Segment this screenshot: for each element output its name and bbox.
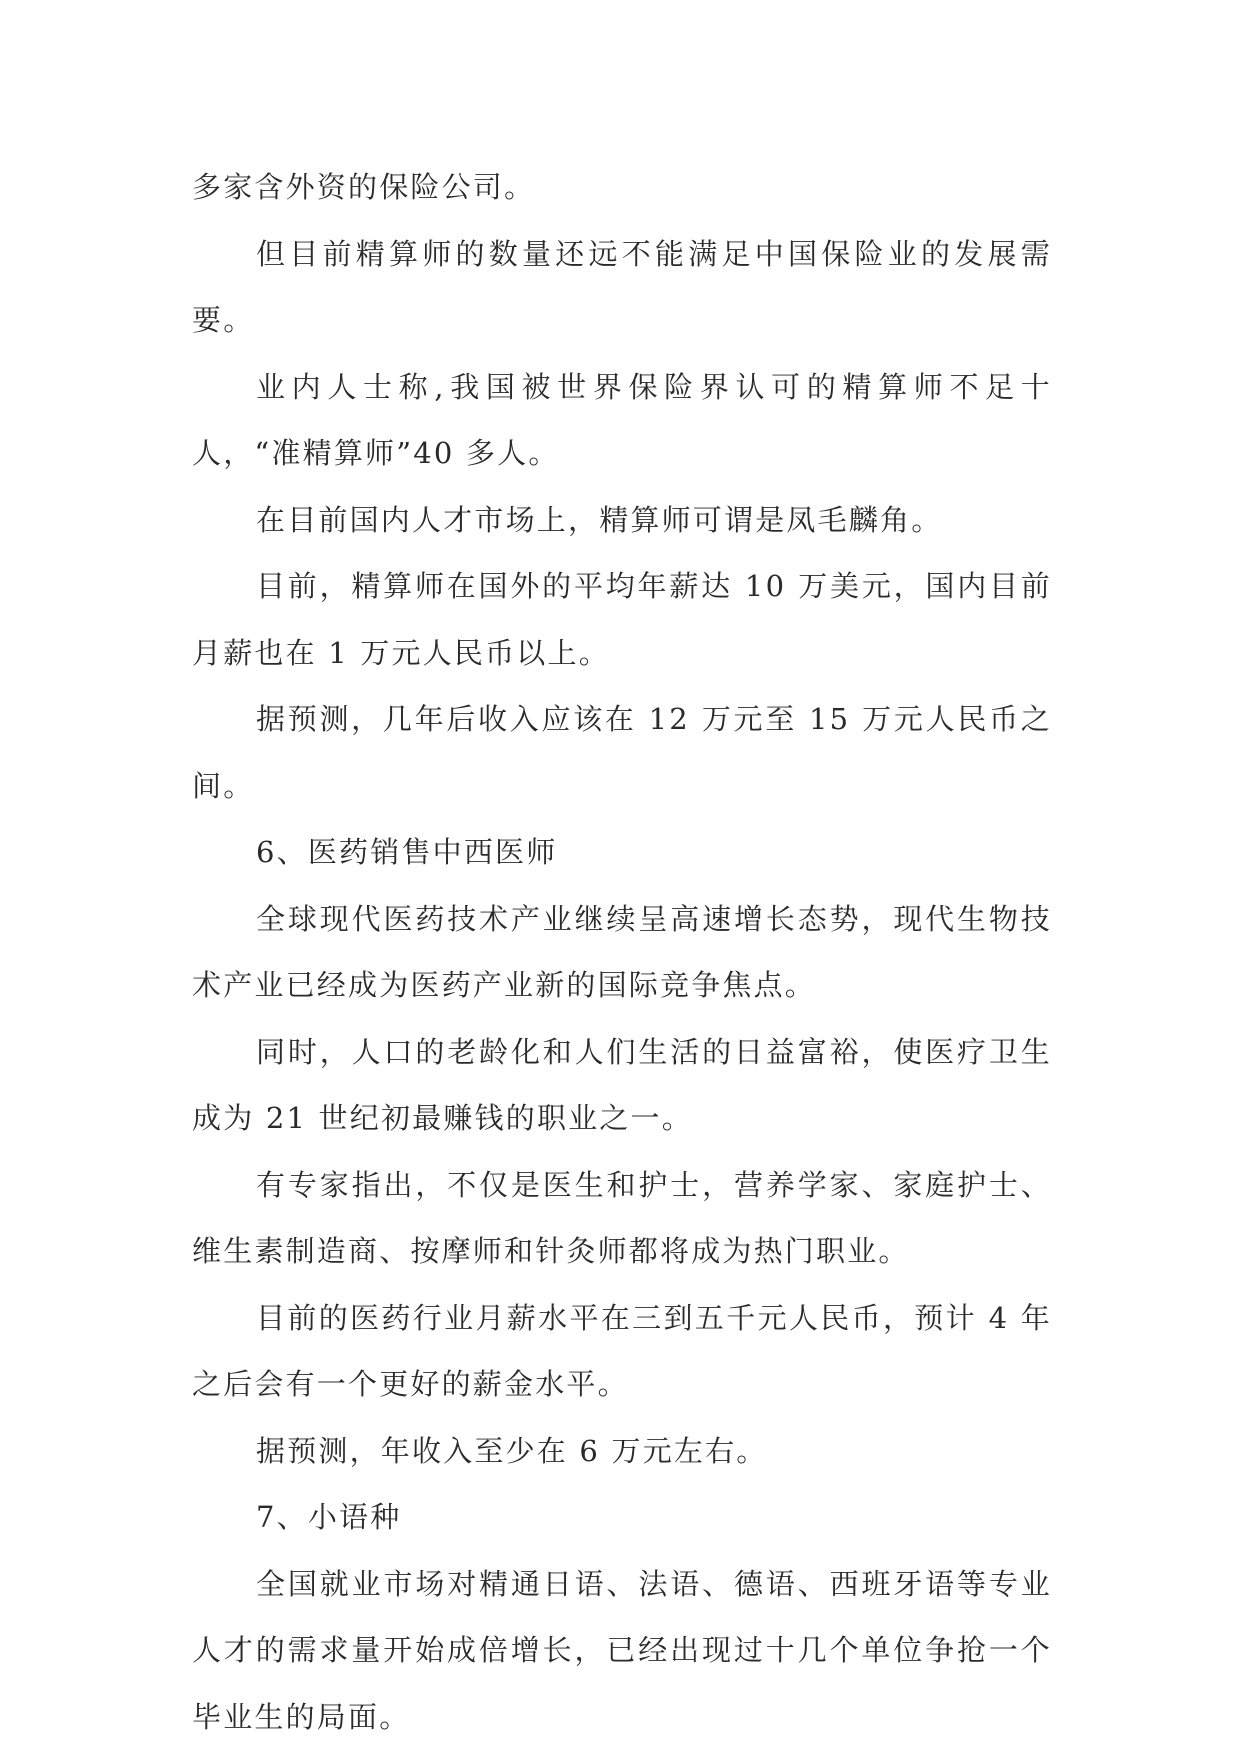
paragraph: 多家含外资的保险公司。 (192, 170, 536, 204)
paragraph: 在目前国内人才市场上，精算师可谓是凤毛麟角。 (256, 502, 943, 537)
paragraph: 据预测，年收入至少在 6 万元左右。 (256, 1433, 768, 1468)
document-body (192, 154, 1052, 1750)
section-heading: 6、医药销售中西医师 (256, 835, 558, 869)
paragraph: 目前，精算师在国外的平均年薪达 10 万美元，国内目前月薪也在 1 万元人民币以上。 (192, 569, 1052, 670)
paragraph: 目前的医药行业月薪水平在三到五千元人民币，预计 4 年之后会有一个更好的薪金水平。 (192, 1300, 1052, 1401)
paragraph: 据预测，几年后收入应该在 12 万元至 15 万元人民币之间。 (192, 702, 1052, 803)
section-heading: 7、小语种 (256, 1500, 402, 1534)
paragraph: 但目前精算师的数量还远不能满足中国保险业的发展需要。 (192, 236, 1052, 337)
paragraph: 业内人士称,我国被世界保险界认可的精算师不足十人，“准精算师”40 多人。 (192, 369, 1052, 470)
paragraph: 全国就业市场对精通日语、法语、德语、西班牙语等专业人才的需求量开始成倍增长，已经出现过十几个单位争抢一个毕业生的局面。 (192, 1566, 1052, 1734)
paragraph: 有专家指出，不仅是医生和护士，营养学家、家庭护士、维生素制造商、按摩师和针灸师都将成为热门职业。 (192, 1167, 1052, 1268)
paragraph: 同时，人口的老龄化和人们生活的日益富裕，使医疗卫生成为 21 世纪初最赚钱的职业之一。 (192, 1034, 1052, 1135)
paragraph: 全球现代医药技术产业继续呈高速增长态势，现代生物技术产业已经成为医药产业新的国际竞争焦点。 (192, 901, 1052, 1002)
